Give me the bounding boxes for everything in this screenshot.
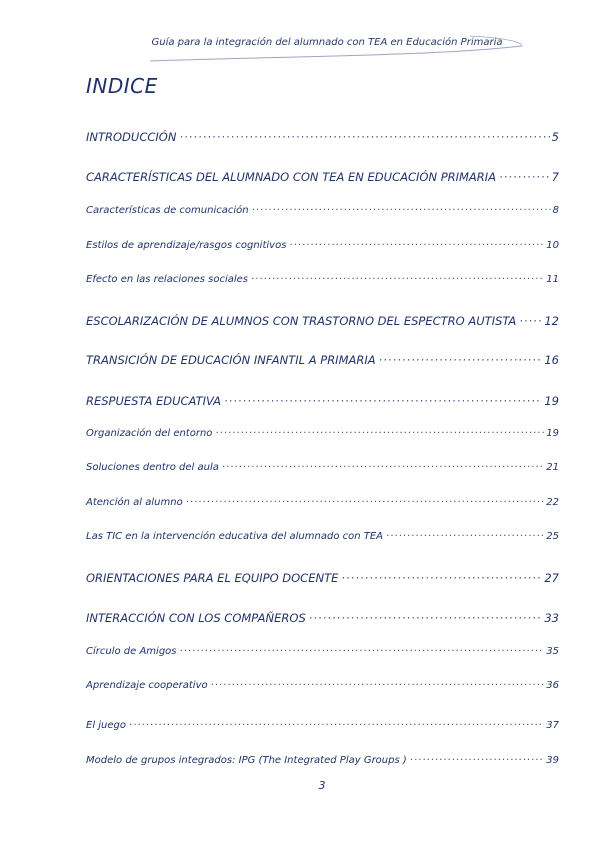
toc-entry-label: Atención al alumno <box>86 497 183 508</box>
toc-entry[interactable] <box>86 720 559 731</box>
toc-entry[interactable] <box>86 240 559 251</box>
toc-leader-dots <box>499 170 550 184</box>
toc-entry-page: 25 <box>546 531 559 542</box>
toc-entry-page: 27 <box>544 571 559 585</box>
toc-entry[interactable] <box>86 130 559 144</box>
toc-entry-label: ESCOLARIZACIÓN DE ALUMNOS CON TRASTORNO DEL ESPECTRO AUTISTA <box>86 314 517 328</box>
toc-entry-page: 35 <box>546 646 559 657</box>
toc-leader-dots <box>129 720 544 731</box>
toc-leader-dots <box>252 205 551 216</box>
toc-leader-dots <box>519 314 542 328</box>
toc-entry-page: 19 <box>544 394 559 408</box>
toc-entry[interactable] <box>86 571 559 585</box>
toc-entry[interactable] <box>86 394 559 408</box>
toc-leader-dots <box>386 531 544 542</box>
toc-entry[interactable] <box>86 314 559 328</box>
toc-entry-page: 19 <box>546 428 559 439</box>
toc-entry-label: INTERACCIÓN CON LOS COMPAÑEROS <box>86 611 306 625</box>
toc-entry-label: TRANSICIÓN DE EDUCACIÓN INFANTIL A PRIMARIA <box>86 353 376 367</box>
toc-entry-page: 33 <box>544 611 559 625</box>
toc-entry-label: Las TIC en la intervención educativa del alumnado con TEA <box>86 531 384 542</box>
toc-entry-label: El juego <box>86 720 127 731</box>
toc-leader-dots <box>222 462 544 473</box>
page-title: INDICE <box>86 74 158 98</box>
toc-leader-dots <box>186 497 545 508</box>
toc-leader-dots <box>309 611 543 625</box>
toc-leader-dots <box>379 353 543 367</box>
toc-entry[interactable] <box>86 611 559 625</box>
toc-entry-label: Aprendizaje cooperativo <box>86 680 208 691</box>
toc-leader-dots <box>251 274 544 285</box>
toc-entry-page: 36 <box>546 680 559 691</box>
page-number: 3 <box>318 779 326 792</box>
toc-leader-dots <box>179 130 549 144</box>
toc-entry-page: 11 <box>546 274 559 285</box>
toc-entry[interactable] <box>86 462 559 473</box>
toc-entry-label: Círculo de Amigos <box>86 646 177 657</box>
toc-entry-label: ORIENTACIONES PARA EL EQUIPO DOCENTE <box>86 571 339 585</box>
toc-leader-dots <box>211 680 545 691</box>
toc-entry[interactable] <box>86 274 559 285</box>
toc-leader-dots <box>289 240 544 251</box>
toc-entry-label: RESPUESTA EDUCATIVA <box>86 394 221 408</box>
toc-entry-page: 5 <box>551 130 559 144</box>
toc-entry-label: CARACTERÍSTICAS DEL ALUMNADO CON TEA EN EDUCACIÓN PRIMARIA <box>86 170 497 184</box>
toc-entry-page: 12 <box>544 314 559 328</box>
toc-leader-dots <box>341 571 542 585</box>
toc-entry-page: 8 <box>552 205 559 216</box>
toc-entry-label: INTRODUCCIÓN <box>86 130 177 144</box>
toc-entry[interactable] <box>86 205 559 216</box>
toc-entry-label: Características de comunicación <box>86 205 249 216</box>
toc-entry[interactable] <box>86 353 559 367</box>
toc-entry[interactable] <box>86 170 559 184</box>
toc-entry-page: 16 <box>544 353 559 367</box>
toc-entry-page: 39 <box>546 755 559 766</box>
toc-entry-page: 21 <box>546 462 559 473</box>
toc-leader-dots <box>410 755 544 766</box>
toc-entry-label: Estilos de aprendizaje/rasgos cognitivos <box>86 240 287 251</box>
toc-entry-page: 37 <box>546 720 559 731</box>
toc-entry[interactable] <box>86 497 559 508</box>
toc-entry-page: 22 <box>546 497 559 508</box>
toc-leader-dots <box>224 394 542 408</box>
toc-entry-label: Organización del entorno <box>86 428 213 439</box>
toc-leader-dots <box>215 428 544 439</box>
toc-entry[interactable] <box>86 680 559 691</box>
toc-entry-label: Soluciones dentro del aula <box>86 462 219 473</box>
toc-entry-page: 7 <box>551 170 559 184</box>
toc-entry[interactable] <box>86 755 559 766</box>
toc-entry-page: 10 <box>546 240 559 251</box>
toc-entry-label: Efecto en las relaciones sociales <box>86 274 248 285</box>
toc-leader-dots <box>180 646 545 657</box>
toc-entry-label: Modelo de grupos integrados: IPG (The Integrated Play Groups ) <box>86 755 407 766</box>
toc-entry[interactable] <box>86 531 559 542</box>
toc-entry[interactable] <box>86 428 559 439</box>
header-title: Guía para la integración del alumnado con TEA en Educación Primaria <box>151 37 503 48</box>
running-header <box>0 34 596 64</box>
toc-entry[interactable] <box>86 646 559 657</box>
